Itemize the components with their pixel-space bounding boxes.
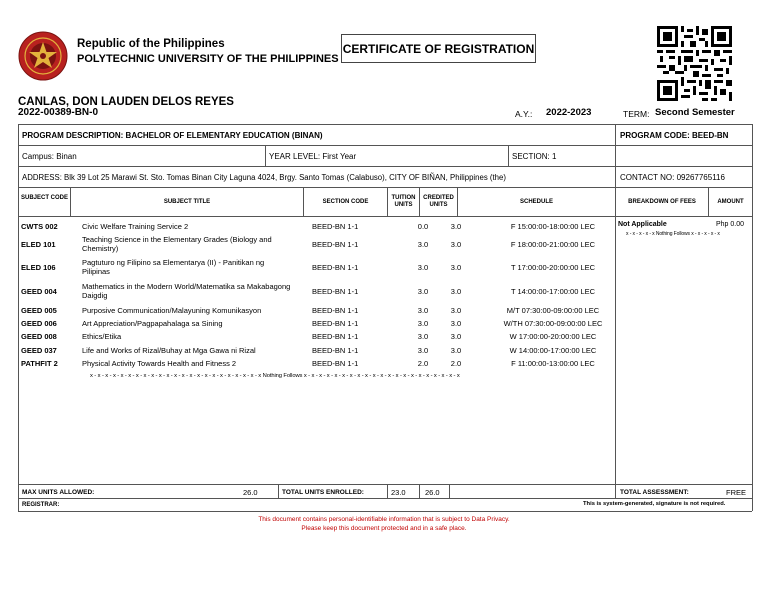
header-section-code: SECTION CODE: [322, 199, 369, 205]
privacy-notice-line1: This document contains personal-identifiable information that is subject to Data Privacy.: [258, 516, 510, 523]
total-tuition-units: 23.0: [391, 488, 406, 497]
max-units-label: MAX UNITS ALLOWED:: [22, 489, 95, 496]
university-seal-logo: [18, 31, 68, 81]
header-subject-code: SUBJECT CODE: [20, 195, 68, 201]
total-assessment-value: FREE: [726, 488, 747, 497]
header-schedule: SCHEDULE: [519, 199, 553, 205]
fee-item: Not Applicable: [618, 221, 667, 228]
campus: Campus: Binan: [22, 152, 77, 161]
academic-year-value: 2022-2023: [546, 107, 592, 118]
qr-code-icon: [657, 26, 732, 101]
header-credited-units: CREDITED UNITS: [423, 195, 454, 208]
header-tuition-units: TUITION UNITS: [391, 195, 416, 208]
total-assessment-label: TOTAL ASSESSMENT:: [620, 489, 689, 496]
republic-label: Republic of the Philippines: [77, 38, 225, 50]
header-amount: AMOUNT: [717, 199, 744, 205]
academic-year-label: A.Y.:: [515, 109, 533, 119]
header-subject-title: SUBJECT TITLE: [163, 199, 211, 205]
registrar-label: REGISTRAR:: [22, 502, 60, 508]
max-units-value: 26.0: [243, 488, 258, 497]
student-name: CANLAS, DON LAUDEN DELOS REYES: [18, 96, 234, 108]
program-description: PROGRAM DESCRIPTION: BACHELOR OF ELEMENTARY EDUCATION (BINAN): [22, 131, 323, 140]
privacy-notice-line2: Please keep this document protected and in a safe place.: [301, 525, 467, 532]
section: SECTION: 1: [512, 152, 557, 161]
year-level: YEAR LEVEL: First Year: [269, 152, 357, 161]
total-credited-units: 26.0: [425, 488, 440, 497]
nothing-follows-marker: x - x - x - x - x - x - x - x - x - x - x - x - x - x - x - x - x - x - x - x - x - x - x Nothing Follows x - x - x - x - x - x - x - x - x - x - x - x - x - x - x - x - x - x - x - x - x: [90, 373, 460, 379]
term-label: TERM:: [623, 109, 650, 119]
student-id: 2022-00389-BN-0: [18, 107, 99, 118]
fees-nothing-follows: x - x - x - x - x Nothing Follows x - x - x - x - x: [626, 231, 720, 237]
total-units-label: TOTAL UNITS ENROLLED:: [282, 489, 364, 496]
header-breakdown-of-fees: BREAKDOWN OF FEES: [628, 199, 696, 205]
program-code: PROGRAM CODE: BEED-BN: [620, 131, 729, 140]
university-name: POLYTECHNIC UNIVERSITY OF THE PHILIPPINES: [77, 53, 339, 65]
address: ADDRESS: Blk 39 Lot 25 Marawi St. Sto. Tomas Binan City Laguna 4024, Brgy. Santo Tomas (Calabuso), CITY OF BIÑAN, Philippines (the): [22, 173, 506, 182]
system-generated-note: This is system-generated, signature is not required.: [583, 501, 726, 507]
contact-number: CONTACT NO: 09267765116: [620, 173, 725, 182]
term-value: Second Semester: [655, 107, 735, 118]
fee-amount: Php 0.00: [716, 221, 745, 228]
certificate-title: CERTIFICATE OF REGISTRATION: [341, 34, 536, 63]
